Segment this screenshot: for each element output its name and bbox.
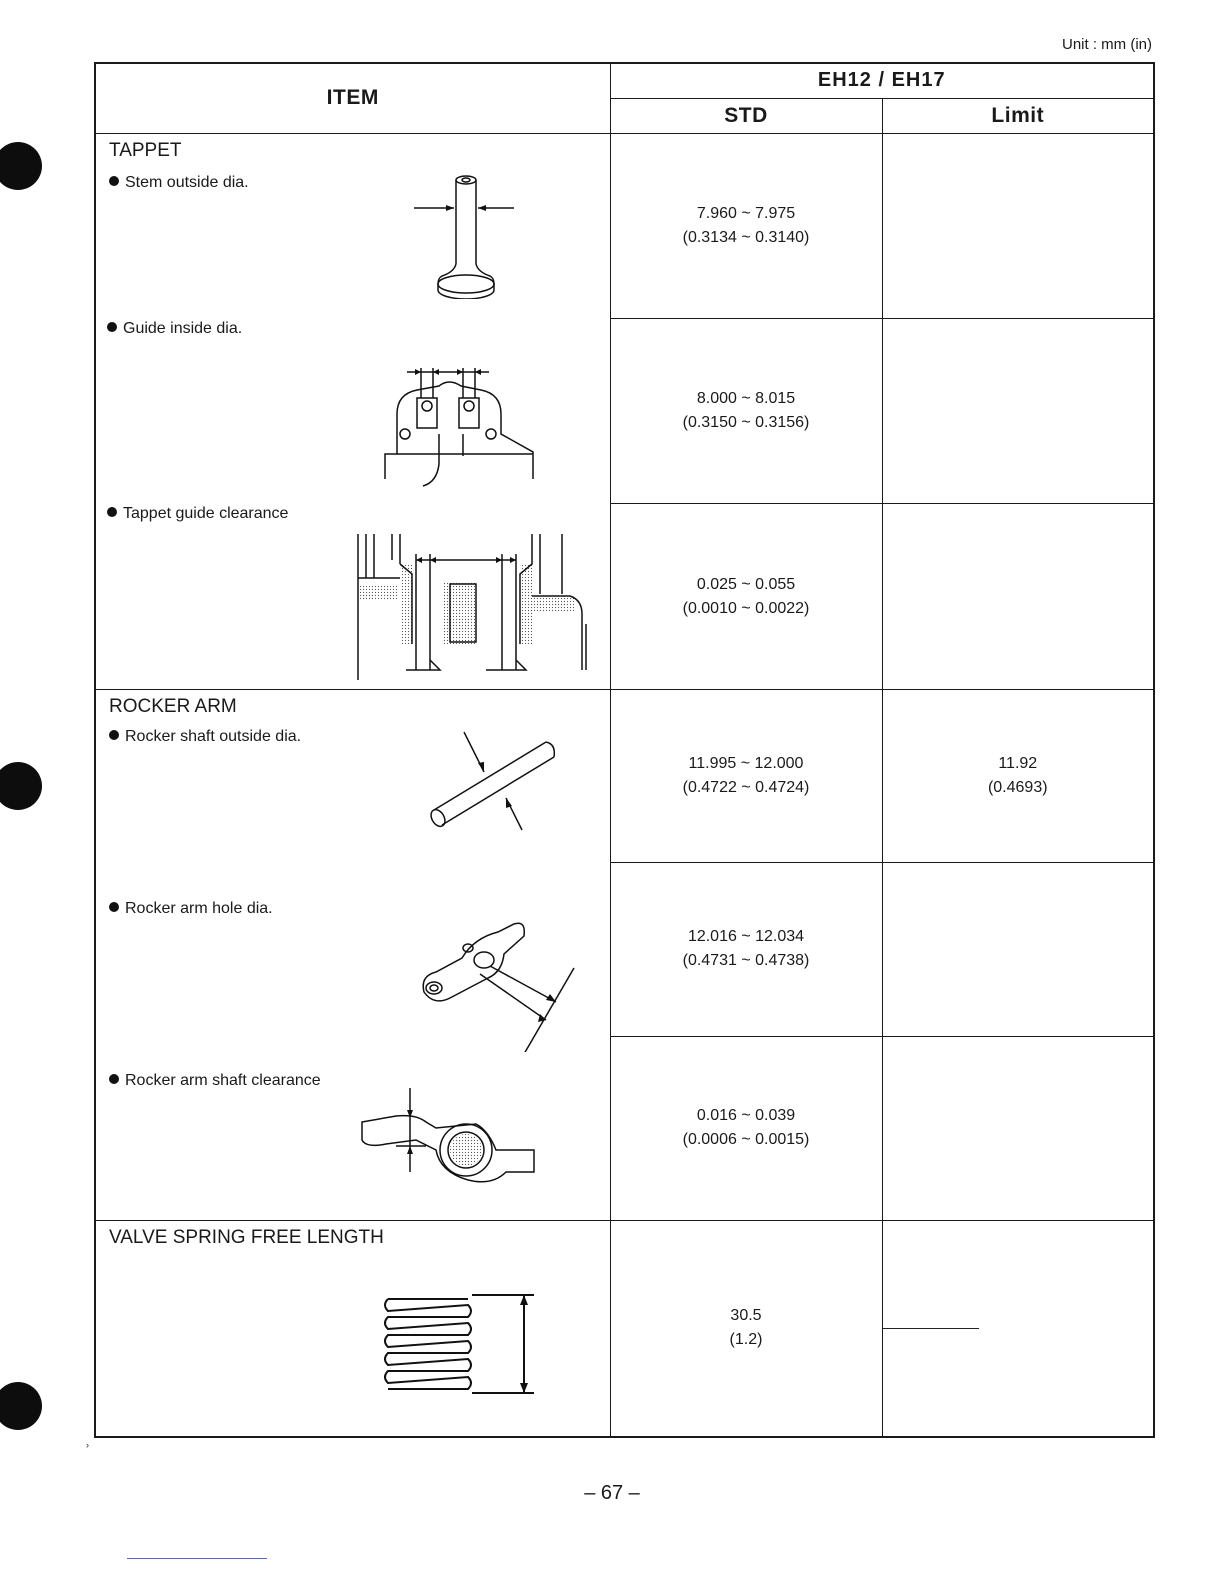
- rocker-item-cell: [95, 689, 610, 1220]
- label-guide-inside-dia: Guide inside dia.: [107, 320, 242, 338]
- label-rocker-arm-hole-dia: Rocker arm hole dia.: [109, 900, 273, 918]
- limit-value-stem: [882, 133, 1154, 318]
- valve-spring-icon: [384, 1291, 554, 1401]
- bullet-icon: [109, 176, 119, 186]
- punch-hole-bottom: [0, 1382, 42, 1430]
- limit-value-guide: [882, 319, 1154, 504]
- bullet-icon: [109, 730, 119, 740]
- label-rocker-arm-shaft-clearance: Rocker arm shaft clearance: [109, 1072, 321, 1090]
- label-rocker-shaft-outside-dia: Rocker shaft outside dia.: [109, 728, 301, 746]
- bullet-icon: [107, 322, 117, 332]
- header-limit: Limit: [882, 98, 1154, 133]
- page-number: – 67 –: [584, 1482, 640, 1504]
- unit-note: Unit : mm (in): [1062, 36, 1152, 53]
- std-value-rocker-shaft-clearance: 0.016 ~ 0.039 (0.0006 ~ 0.0015): [610, 1036, 882, 1220]
- std-value-stem: 7.960 ~ 7.975 (0.3134 ~ 0.3140): [610, 133, 882, 318]
- spring-item-cell: [95, 1220, 610, 1437]
- scan-mark: ›: [86, 1440, 89, 1450]
- no-limit-dash: [883, 1328, 979, 1329]
- tappet-guide-icon: [383, 364, 535, 489]
- std-value-rocker-hole: 12.016 ~ 12.034 (0.4731 ~ 0.4738): [610, 863, 882, 1036]
- header-model: EH12 / EH17: [610, 63, 1154, 98]
- limit-value-rocker-shaft-clearance: [882, 1036, 1154, 1220]
- rocker-arm-hole-icon: [414, 902, 579, 1052]
- bullet-icon: [109, 1074, 119, 1084]
- label-stem-outside-dia: Stem outside dia.: [109, 174, 249, 192]
- std-value-tappet-clearance: 0.025 ~ 0.055 (0.0010 ~ 0.0022): [610, 504, 882, 689]
- tappet-guide-clearance-icon: [356, 534, 588, 680]
- spec-table: [94, 62, 1155, 1438]
- group-title-tappet: TAPPET: [109, 139, 182, 161]
- label-tappet-guide-clearance: Tappet guide clearance: [107, 505, 288, 523]
- punch-hole-middle: [0, 762, 42, 810]
- rocker-arm-shaft-clearance-icon: [356, 1088, 556, 1198]
- limit-value-rocker-shaft: 11.92 (0.4693): [882, 689, 1154, 862]
- std-value-rocker-shaft: 11.995 ~ 12.000 (0.4722 ~ 0.4724): [610, 689, 882, 862]
- bullet-icon: [107, 507, 117, 517]
- group-title-valve-spring: VALVE SPRING FREE LENGTH: [109, 1226, 384, 1248]
- tappet-stem-icon: [414, 174, 524, 299]
- group-title-rocker-arm: ROCKER ARM: [109, 695, 237, 717]
- limit-value-tappet-clearance: [882, 504, 1154, 689]
- bullet-icon: [109, 902, 119, 912]
- std-value-valve-spring: 30.5 (1.2): [610, 1220, 882, 1437]
- std-value-guide: 8.000 ~ 8.015 (0.3150 ~ 0.3156): [610, 319, 882, 504]
- limit-value-rocker-hole: [882, 863, 1154, 1036]
- limit-value-valve-spring: [882, 1220, 1154, 1437]
- header-std: STD: [610, 98, 882, 133]
- rocker-shaft-icon: [414, 730, 564, 855]
- footer-rule: [127, 1558, 267, 1559]
- header-item: ITEM: [95, 63, 610, 133]
- punch-hole-top: [0, 142, 42, 190]
